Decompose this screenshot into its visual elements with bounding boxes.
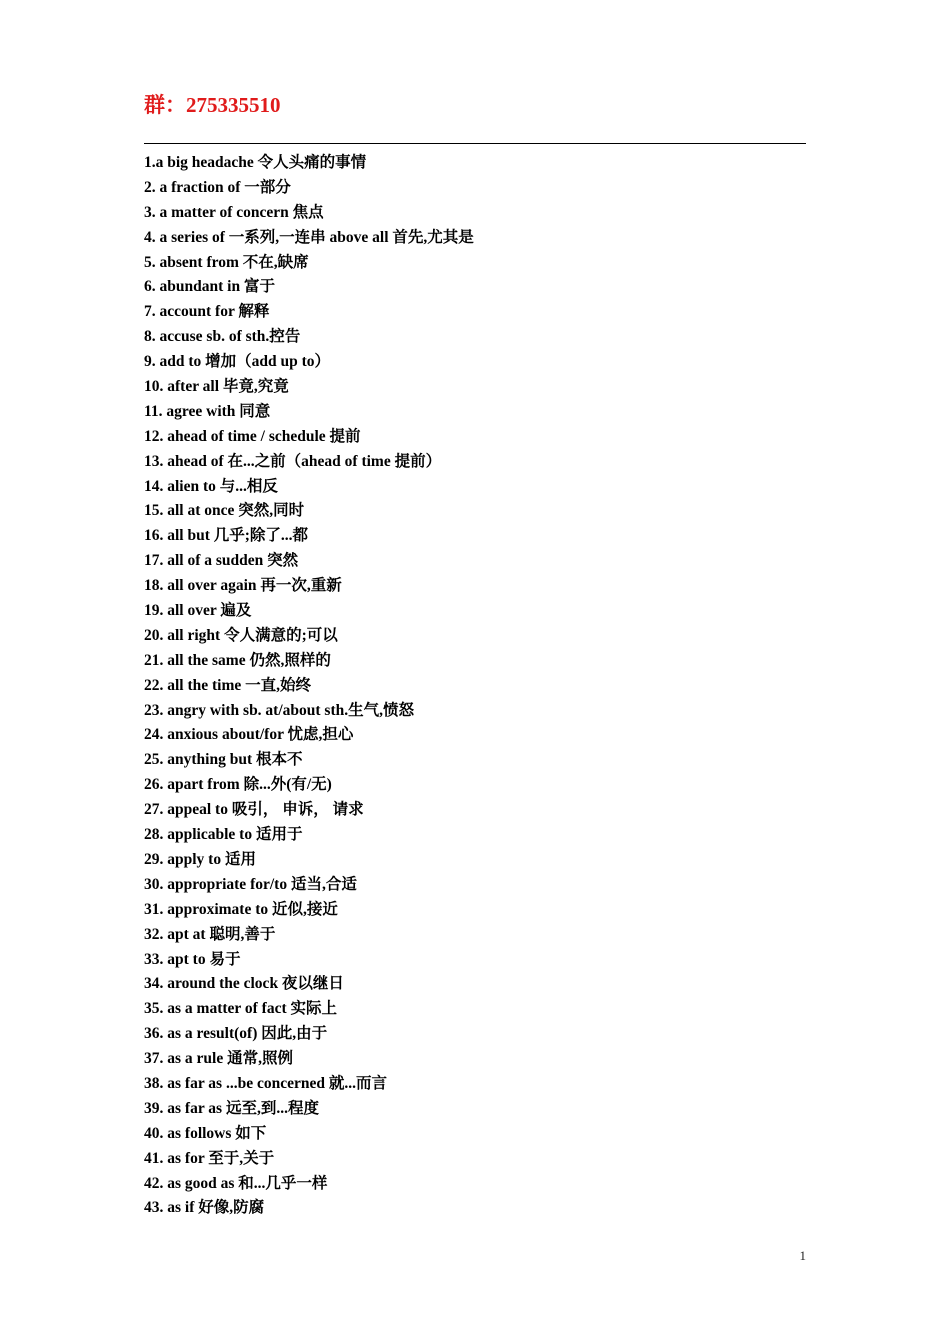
list-item: 15. all at once 突然,同时 (144, 502, 305, 520)
list-item: 28. applicable to 适用于 (144, 826, 303, 844)
list-item: 35. as a matter of fact 实际上 (144, 1000, 337, 1018)
list-item: 39. as far as 远至,到...程度 (144, 1099, 319, 1117)
list-item: 38. as far as ...be concerned 就...而言 (144, 1074, 387, 1092)
list-item: 26. apart from 除...外(有/无) (144, 776, 332, 794)
list-item: 8. accuse sb. of sth.控告 (144, 328, 301, 346)
list-item: 3. a matter of concern 焦点 (144, 203, 324, 221)
list-item: 18. all over again 再一次,重新 (144, 577, 342, 595)
phrase-list (144, 151, 474, 1221)
list-item: 6. abundant in 富于 (144, 278, 275, 296)
page-number: 1 (799, 1248, 806, 1263)
list-item: 10. after all 毕竟,究竟 (144, 378, 289, 396)
list-item: 4. a series of 一系列,一连串 above all 首先,尤其是 (144, 228, 474, 246)
list-item: 7. account for 解释 (144, 303, 270, 321)
list-item: 36. as a result(of) 因此,由于 (144, 1025, 328, 1043)
list-item: 5. absent from 不在,缺席 (144, 253, 309, 271)
list-item: 1.a big headache 令人头痛的事情 (144, 154, 367, 171)
list-item: 13. ahead of 在...之前（ahead of time 提前） (144, 452, 442, 470)
list-item: 23. angry with sb. at/about sth.生气,愤怒 (144, 701, 414, 719)
list-item: 34. around the clock 夜以继日 (144, 975, 344, 993)
list-item: 16. all but 几乎;除了...都 (144, 527, 309, 545)
list-item: 24. anxious about/for 忧虑,担心 (144, 726, 354, 744)
list-item: 12. ahead of time / schedule 提前 (144, 427, 361, 445)
list-item: 14. alien to 与...相反 (144, 477, 278, 495)
list-item: 29. apply to 适用 (144, 850, 256, 868)
list-item: 9. add to 增加（add up to） (144, 353, 331, 371)
list-item: 11. agree with 同意 (144, 402, 271, 420)
list-item: 2. a fraction of 一部分 (144, 178, 291, 196)
list-item: 37. as a rule 通常,照例 (144, 1050, 293, 1068)
list-item: 25. anything but 根本不 (144, 751, 303, 769)
list-item: 19. all over 遍及 (144, 602, 252, 620)
page-title: 群：275335510 (144, 93, 281, 117)
header-divider (144, 143, 806, 144)
list-item: 30. appropriate for/to 适当,合适 (144, 875, 357, 893)
list-item: 40. as follows 如下 (144, 1124, 267, 1142)
list-item: 41. as for 至于,关于 (144, 1149, 275, 1167)
list-item: 22. all the time 一直,始终 (144, 676, 312, 694)
list-item: 42. as good as 和...几乎一样 (144, 1174, 328, 1192)
list-item: 27. appeal to 吸引， 申诉， 请求 (144, 801, 364, 819)
list-item: 17. all of a sudden 突然 (144, 552, 299, 570)
list-item: 43. as if 好像,防腐 (144, 1199, 265, 1217)
list-item: 32. apt at 聪明,善于 (144, 925, 276, 943)
list-item: 20. all right 令人满意的;可以 (144, 626, 338, 644)
list-item: 31. approximate to 近似,接近 (144, 900, 338, 918)
list-item: 33. apt to 易于 (144, 950, 241, 968)
list-item: 21. all the same 仍然,照样的 (144, 651, 331, 669)
